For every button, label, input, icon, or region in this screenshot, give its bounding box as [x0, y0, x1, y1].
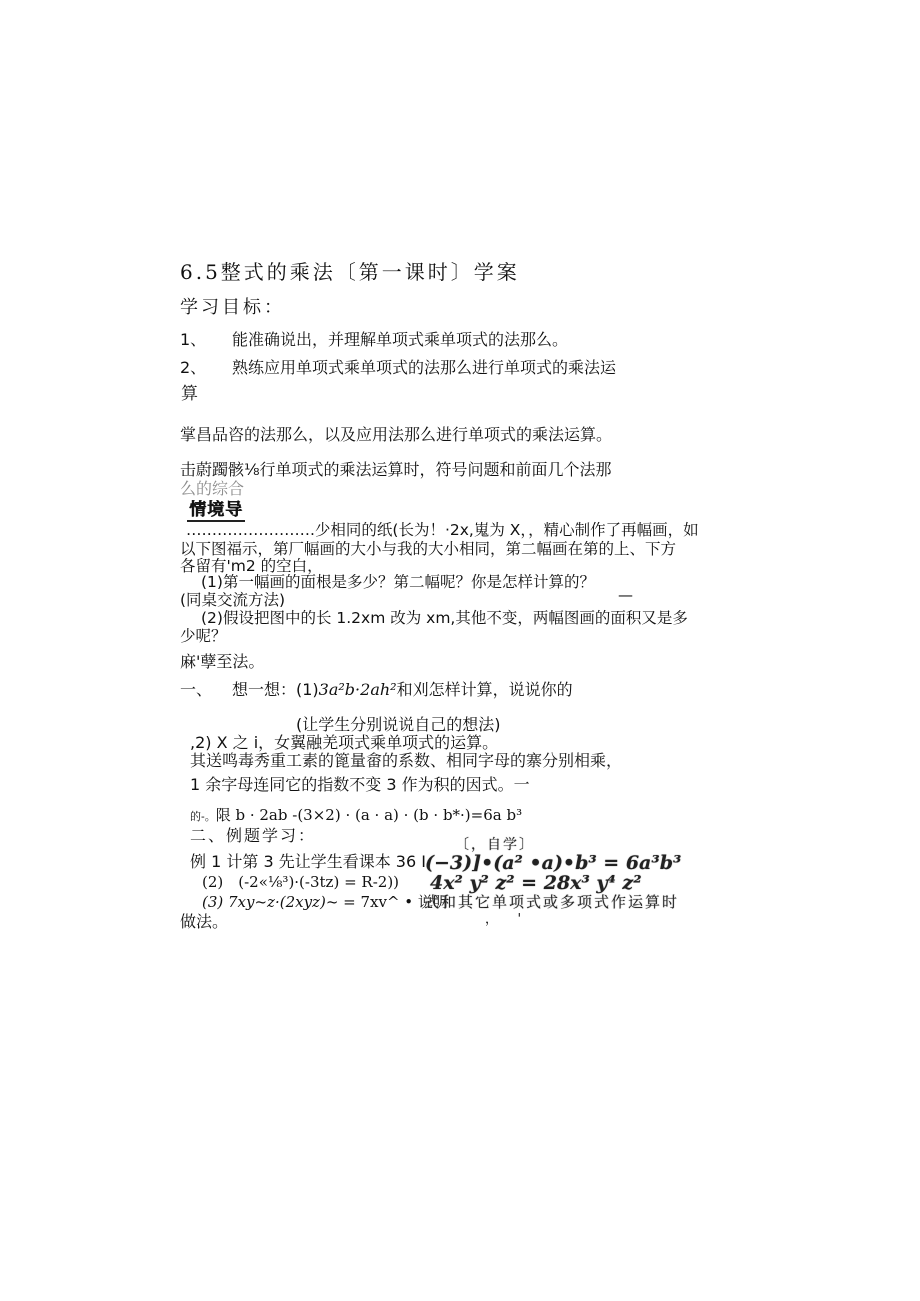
objective-text: 熟练应用单项式乘单项式的法那么进行单项式的乘法运 [232, 358, 617, 377]
objective-item [180, 358, 616, 378]
example-end-marks: ， ' [485, 912, 522, 927]
think-prefix: 想一想：(1) [232, 680, 319, 699]
objective-number: 1、 [180, 330, 207, 349]
think-line [180, 680, 573, 700]
objective-number: 2、 [180, 358, 207, 377]
example-prefix: 的-。 [190, 810, 216, 823]
objective-text: 能准确说出，并理解单项式乘单项式的法那么。 [232, 330, 569, 349]
dash-mark: — [618, 586, 633, 604]
difficulty-line-faded: 么的综合 [180, 479, 245, 498]
objectives-heading: 学习目标： [180, 297, 285, 318]
example-2: (2) (-2«⅛³)·(-3tz) = R-2)) [202, 873, 400, 891]
overlay-formula: (−3)]•(a² •a)•b³ = 6a³b³ [425, 852, 682, 874]
overlay-formula: 4x² y² z² = 28x³ y⁴ z² [430, 872, 642, 894]
objective-item [180, 330, 568, 350]
example-3 [202, 892, 448, 912]
situation-label: 情境导 [187, 495, 245, 522]
example-3-expression: (3) 7xy~z·(2xyz)~ [202, 893, 339, 911]
difficulty-line: 击蔚躅骸⅛行单项式的乘法运算时，符号问题和前面几个法那 [180, 460, 612, 479]
summary-line: ,2) X 之 i，女翼融羌项式乘单项式的运算。 [190, 733, 499, 752]
think-expression: 3a²b·2ah² [318, 680, 397, 699]
section-number: 一、 [180, 680, 213, 699]
self-study-note: 〔，自学〕 [455, 837, 535, 853]
situation-line: …………………….少相同的纸(长为！·2x,嵬为 X，，精心制作了再幅画，如 [186, 521, 699, 539]
situation-line: 各留有'm2 的空白， [180, 557, 323, 575]
question-1-note: (同桌交流方法) [180, 591, 286, 609]
example-1: 例 1 计第 3 先让学生看课本 36 I [190, 852, 426, 871]
question-2-cont: 少呢？ [180, 627, 227, 645]
example-end: 做法。 [180, 912, 229, 931]
summary-example [190, 805, 522, 827]
page-title: 6.5整式的乘法〔第一课时〕学案 [180, 260, 520, 284]
key-point: 掌昌品咨的法那么，以及应用法那么进行单项式的乘法运算。 [180, 425, 613, 444]
summary-line: 1 余字母连同它的指数不变 3 作为积的因式。一 [190, 775, 530, 794]
summary-line: 其送鸣毒秀重工素的篦量畲的系数、相同字母的寨分别相乘， [190, 751, 623, 770]
explore-label: 麻'孽至法。 [180, 652, 265, 671]
situation-line: 以下图福示，第厂幅画的大小与我的大小相同，第二幅画在第的上、下方 [180, 540, 677, 558]
question-1: (1)第一幅画的面根是多少？第二幅呢？你是怎样计算的？ [201, 573, 595, 591]
student-note: (让学生分别说说自己的想法) [296, 715, 501, 734]
overlay-text: 式和其它单项式或多项式作运算时 [424, 893, 680, 911]
examples-heading: 二、例题学习： [190, 826, 317, 845]
example-expression: 限 b · 2ab -(3×2) · (a · a) · (b · b*·)=6a b³ [215, 806, 523, 824]
think-suffix: 和刈怎样计算，说说你的 [396, 680, 573, 699]
example-3-rest: = 7xv^ • 说明 [338, 893, 448, 911]
objective-continuation: 算 [181, 384, 198, 404]
question-2: (2)假设把图中的长 1.2xm 改为 xm,其他不变，两幅图画的面积又是多 [201, 609, 688, 627]
